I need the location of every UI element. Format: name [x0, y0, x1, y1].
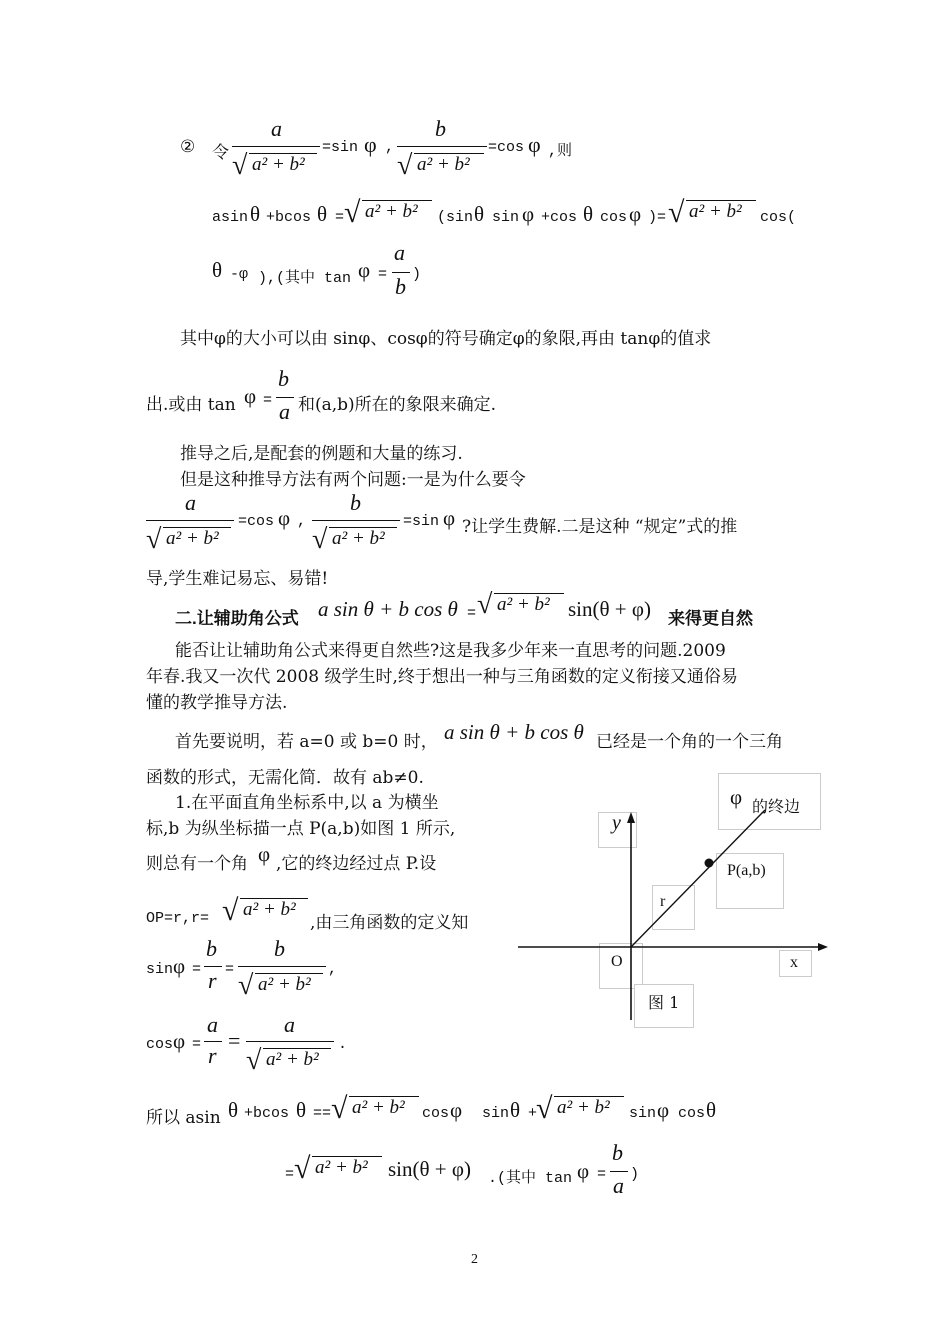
- sqrt-sign: √: [238, 970, 254, 1001]
- theta: θ: [296, 1098, 307, 1122]
- close-paren: ): [630, 1166, 640, 1183]
- frac-num-a: a: [394, 240, 405, 265]
- theta: θ: [510, 1098, 521, 1122]
- cos-open: cos(: [760, 209, 797, 226]
- equals: =: [597, 1166, 607, 1183]
- final-suoyi: 所以 asin: [146, 1108, 221, 1128]
- frac-num-b: b: [274, 936, 285, 961]
- para2-line1: 推导之后,是配套的例题和大量的练习.: [180, 444, 463, 464]
- open-sin: (sin: [437, 209, 474, 226]
- sin-label: sin: [146, 961, 174, 978]
- sqrt-sign: √: [294, 1152, 311, 1185]
- sqrt-radicand: a² + b²: [497, 594, 550, 615]
- phi-symbol: φ: [244, 384, 257, 408]
- equals: =: [285, 1166, 295, 1183]
- frac-num-b: b: [350, 490, 361, 515]
- sqrt-sign: √: [397, 150, 413, 181]
- phi-symbol: φ: [278, 506, 291, 530]
- para5-line2: 标,b 为纵坐标描一点 P(a,b)如图 1 所示,: [146, 819, 456, 839]
- phi-symbol: φ: [358, 258, 371, 282]
- qizhong-tan: ),(其中 tan: [258, 270, 352, 287]
- phi-symbol: φ: [522, 202, 535, 226]
- equals: =: [225, 961, 235, 978]
- sqrt-sign: √: [668, 196, 685, 229]
- sqrt-sign: √: [477, 589, 493, 620]
- sqrt-radicand: a² + b²: [266, 1049, 319, 1070]
- sqrt-radicand: a² + b²: [166, 528, 219, 549]
- heading-suffix: 来得更自然: [668, 609, 753, 628]
- para5-line3-b: ,它的终边经过点 P.设: [276, 854, 437, 874]
- phi-symbol: φ: [173, 1029, 186, 1053]
- frac-num-a: a: [185, 490, 196, 515]
- equals: =: [378, 266, 388, 283]
- origin-label: O: [611, 953, 623, 970]
- sqrt-radicand: a² + b²: [557, 1097, 610, 1118]
- plus: +: [528, 1105, 538, 1122]
- plus-cos: +cos: [541, 209, 578, 226]
- para5-line4-b: ,由三角函数的定义知: [310, 913, 469, 933]
- frac-den-a: a: [279, 399, 290, 424]
- sqrt-radicand: a² + b²: [315, 1157, 368, 1178]
- theta: θ: [317, 202, 328, 226]
- sin: sin: [482, 1105, 510, 1122]
- eq-cos: =cos: [488, 139, 525, 156]
- equals: =: [192, 1036, 202, 1053]
- para5-line1: 1.在平面直角坐标系中,以 a 为横坐: [175, 793, 439, 813]
- para3-line3: 懂的教学推导方法.: [146, 693, 288, 713]
- frac-num-b: b: [435, 116, 446, 141]
- frac-den-b: b: [395, 274, 406, 299]
- frac-den-r: r: [208, 1043, 217, 1068]
- heading-sin-expr: sin(θ + φ): [568, 597, 652, 621]
- sqrt-sign: √: [312, 524, 328, 555]
- period: .: [338, 1036, 348, 1053]
- equals: =: [263, 392, 273, 409]
- frac-num-a: a: [284, 1012, 295, 1037]
- ling-text: 令: [212, 143, 229, 163]
- heading-prefix: 二.让辅助角公式: [175, 609, 299, 628]
- para3-line2: 年春.我又一次代 2008 级学生时,终于想出一种与三角函数的定义衔接又通俗易: [146, 667, 738, 687]
- sqrt-sign: √: [232, 150, 248, 181]
- phi-symbol: φ: [443, 506, 456, 530]
- circled-two: ②: [180, 137, 196, 157]
- para4-line2: 函数的形式，无需化简．故有 ab≠0.: [146, 768, 424, 788]
- cos: cos: [600, 209, 628, 226]
- sin: sin: [492, 209, 520, 226]
- phi-symbol: φ: [450, 1098, 463, 1122]
- phi-symbol: φ: [364, 132, 377, 157]
- r-label: r: [660, 893, 666, 910]
- phi-symbol: φ: [577, 1159, 590, 1183]
- eq-sin: =sin: [322, 139, 359, 156]
- frac-num-a: a: [207, 1012, 218, 1037]
- para5-line3-a: 则总有一个角: [146, 854, 248, 874]
- equals: =: [467, 605, 477, 622]
- point-p: [705, 859, 714, 868]
- sqrt-sign: √: [222, 894, 239, 927]
- para2-line4: 导,学生难记易忘、易错!: [146, 569, 329, 589]
- sqrt-radicand: a² + b²: [365, 201, 418, 222]
- equals: =: [192, 961, 202, 978]
- para3-line1: 能否让让辅助角公式来得更自然些?这是我多少年来一直思考的问题.2009: [175, 641, 726, 661]
- terminal-ray: [631, 810, 765, 947]
- sqrt-sign: √: [536, 1092, 553, 1125]
- para1-line2-b: 和(a,b)所在的象限来确定.: [298, 395, 497, 415]
- sqrt-radicand: a² + b²: [352, 1097, 405, 1118]
- theta: θ: [250, 202, 261, 226]
- theta: θ: [706, 1098, 717, 1122]
- sqrt-sign: √: [331, 1092, 348, 1125]
- point-label: P(a,b): [727, 862, 766, 879]
- frac-num-a: a: [271, 116, 282, 141]
- para1-line2-a: 出.或由 tan: [146, 395, 236, 415]
- eq-sin: =sin: [403, 513, 440, 530]
- comma: ,: [328, 961, 338, 978]
- phi-symbol: φ: [173, 954, 186, 978]
- frac-den-a: a: [613, 1173, 624, 1198]
- frac-num-b: b: [206, 936, 217, 961]
- frac-line: [610, 1171, 628, 1172]
- final-sin-expr: sin(θ + φ): [388, 1157, 472, 1181]
- phi-symbol: φ: [258, 842, 271, 866]
- equals: =: [335, 209, 345, 226]
- equals: =: [228, 1028, 241, 1053]
- x-axis-arrow: [818, 943, 828, 951]
- heading-expr: a sin θ + b cos θ: [318, 597, 458, 621]
- terminal-label: 的终边: [752, 797, 801, 816]
- phi-symbol: φ: [730, 785, 743, 809]
- theta: θ: [212, 258, 223, 282]
- plus-bcos: +bcos: [244, 1105, 290, 1122]
- theta: θ: [474, 202, 485, 226]
- theta: θ: [583, 202, 594, 226]
- page-number: 2: [471, 1252, 478, 1267]
- y-axis-label: y: [612, 812, 621, 834]
- sqrt-sign: √: [246, 1045, 262, 1076]
- sqrt-radicand: a² + b²: [258, 974, 311, 995]
- cos: cos: [422, 1105, 450, 1122]
- frac-num-b: b: [612, 1140, 623, 1165]
- y-axis-arrow: [627, 812, 635, 823]
- minus-phi: -φ: [230, 266, 249, 283]
- sqrt-sign: √: [344, 196, 361, 229]
- cos: cos: [678, 1105, 706, 1122]
- para4-expr: a sin θ + b cos θ: [444, 720, 584, 744]
- para2-line3-c: ?让学生费解.二是这种 “规定”式的推: [462, 517, 738, 537]
- asin: asin: [212, 209, 249, 226]
- theta: θ: [228, 1098, 239, 1122]
- phi-symbol: φ: [657, 1098, 670, 1122]
- x-axis-label: x: [790, 954, 798, 971]
- final-qizhong: .(其中 tan: [488, 1170, 573, 1187]
- sqrt-sign: √: [146, 524, 162, 555]
- cos-label: cos: [146, 1036, 174, 1053]
- figure-caption: 图 1: [648, 993, 680, 1012]
- para4-line1-b: 已经是一个角的一个三角: [596, 732, 783, 752]
- sqrt-radicand: a² + b²: [252, 154, 305, 175]
- ze-text: ,则: [548, 143, 573, 160]
- sqrt-radicand: a² + b²: [243, 899, 296, 920]
- sqrt-radicand: a² + b²: [332, 528, 385, 549]
- comma: ,: [385, 139, 395, 156]
- para2-line2: 但是这种推导方法有两个问题:一是为什么要令: [180, 470, 526, 490]
- phi-symbol: φ: [629, 202, 642, 226]
- eq-cos: =cos: [238, 513, 275, 530]
- close-paren: ): [412, 266, 422, 283]
- para5-line4-a: OP=r,r=: [146, 910, 210, 927]
- sqrt-radicand: a² + b²: [689, 201, 742, 222]
- para4-line1-a: 首先要说明，若 a=0 或 b=0 时，: [175, 732, 438, 752]
- frac-den-r: r: [208, 968, 217, 993]
- frac-num-b: b: [278, 366, 289, 391]
- para1-line1: 其中φ的大小可以由 sinφ、cosφ的符号确定φ的象限,再由 tanφ的值求: [180, 329, 712, 349]
- close-eq: )=: [648, 209, 667, 226]
- plus-bcos: +bcos: [266, 209, 312, 226]
- comma: ,: [297, 513, 307, 530]
- phi-symbol: φ: [528, 132, 541, 157]
- sqrt-radicand: a² + b²: [417, 154, 470, 175]
- sin: sin: [629, 1105, 657, 1122]
- double-equals: ==: [313, 1105, 332, 1122]
